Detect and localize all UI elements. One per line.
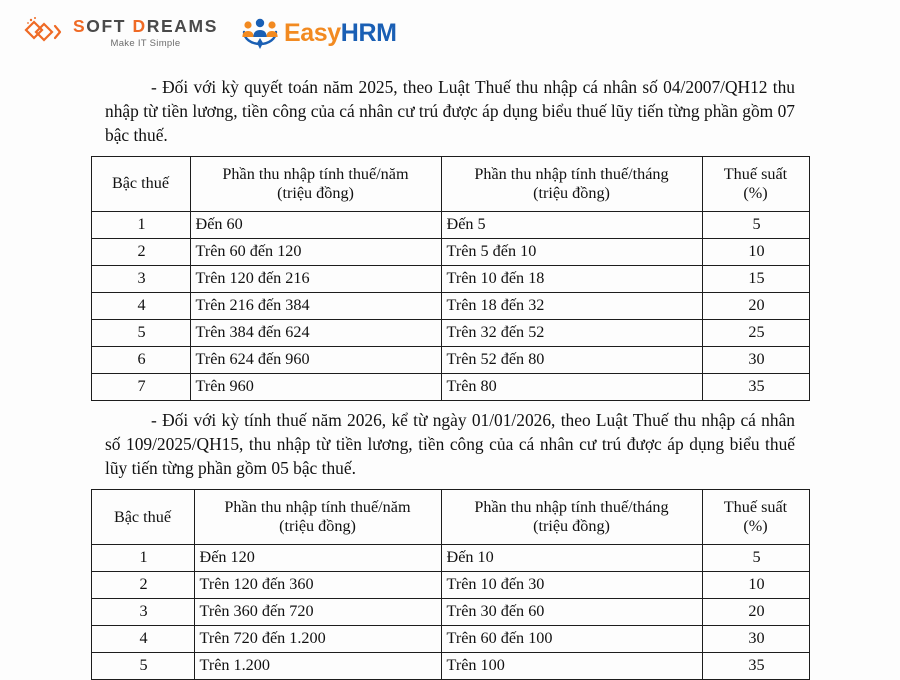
three-people-group-icon xyxy=(240,16,280,50)
softdreams-letter-d: D xyxy=(132,15,147,36)
page-header xyxy=(0,0,900,66)
cell-bac-thue: 5 xyxy=(91,320,190,347)
easyhrm-wordmark xyxy=(284,18,397,47)
cell-thu-nhap-thang: Đến 5 xyxy=(441,212,702,239)
table-row xyxy=(91,347,809,374)
cell-thu-nhap-thang: Trên 10 đến 18 xyxy=(441,266,702,293)
cell-bac-thue: 2 xyxy=(91,572,194,599)
table-2026-header xyxy=(91,490,809,545)
cell-thue-suat: 35 xyxy=(702,374,809,401)
cell-thue-suat: 15 xyxy=(702,266,809,293)
table-2025-body xyxy=(91,212,809,401)
interlocking-diamonds-icon xyxy=(22,16,66,50)
easyhrm-word-hrm: HRM xyxy=(340,18,397,47)
table-row xyxy=(91,626,809,653)
header-thue-suat-line2: (%) xyxy=(743,517,768,536)
header-thu-nhap-nam-line2: (triệu đồng) xyxy=(277,184,354,203)
header-thue-suat xyxy=(702,490,809,545)
paragraph-2025: - Đối với kỳ quyết toán năm 2025, theo Luật Thuế thu nhập cá nhân số 04/2007/QH12 thu nhập từ tiền lương, tiền công của cá nhân cư trú được áp dụng biểu thuế lũy tiến từng phần gồm 07 bậc thuế. xyxy=(105,77,795,146)
table-row xyxy=(91,374,809,401)
table-row xyxy=(91,320,809,347)
table-header-row xyxy=(91,157,809,212)
cell-bac-thue: 2 xyxy=(91,239,190,266)
cell-thu-nhap-nam: Trên 360 đến 720 xyxy=(194,599,441,626)
easyhrm-word-easy: Easy xyxy=(284,18,341,47)
cell-thu-nhap-nam: Trên 120 đến 360 xyxy=(194,572,441,599)
softdreams-wordmark xyxy=(73,15,218,36)
header-thu-nhap-thang-line1: Phần thu nhập tính thuế/tháng xyxy=(474,497,669,516)
cell-thu-nhap-thang: Trên 18 đến 32 xyxy=(441,293,702,320)
header-thu-nhap-nam xyxy=(190,157,441,212)
cell-bac-thue: 4 xyxy=(91,293,190,320)
cell-thu-nhap-nam: Trên 1.200 xyxy=(194,653,441,680)
table-row xyxy=(91,266,809,293)
cell-thu-nhap-thang: Trên 10 đến 30 xyxy=(441,572,702,599)
cell-thu-nhap-nam: Trên 60 đến 120 xyxy=(190,239,441,266)
table-row xyxy=(91,599,809,626)
cell-bac-thue: 1 xyxy=(91,212,190,239)
header-thue-suat-line2: (%) xyxy=(743,184,768,203)
cell-thu-nhap-nam: Đến 120 xyxy=(194,545,441,572)
cell-thu-nhap-thang: Trên 80 xyxy=(441,374,702,401)
cell-bac-thue: 4 xyxy=(91,626,194,653)
cell-bac-thue: 6 xyxy=(91,347,190,374)
header-thue-suat-line1: Thuế suất xyxy=(723,497,788,516)
softdreams-tagline: Make IT Simple xyxy=(110,38,181,49)
cell-bac-thue: 5 xyxy=(91,653,194,680)
cell-thue-suat: 25 xyxy=(702,320,809,347)
cell-thue-suat: 20 xyxy=(702,599,809,626)
header-thu-nhap-thang-line1: Phần thu nhập tính thuế/tháng xyxy=(474,164,669,183)
header-thue-suat-line1: Thuế suất xyxy=(723,164,788,183)
cell-thue-suat: 5 xyxy=(702,545,809,572)
table-row xyxy=(91,545,809,572)
cell-thu-nhap-thang: Trên 32 đến 52 xyxy=(441,320,702,347)
table-2026-body xyxy=(91,545,809,680)
cell-thu-nhap-nam: Trên 720 đến 1.200 xyxy=(194,626,441,653)
table-row xyxy=(91,653,809,680)
header-bac-thue: Bậc thuế xyxy=(91,490,194,545)
cell-thu-nhap-nam: Trên 384 đến 624 xyxy=(190,320,441,347)
header-thu-nhap-thang xyxy=(441,490,702,545)
header-thue-suat xyxy=(702,157,809,212)
cell-thu-nhap-nam: Trên 960 xyxy=(190,374,441,401)
cell-thu-nhap-nam: Trên 216 đến 384 xyxy=(190,293,441,320)
header-thu-nhap-thang-line2: (triệu đồng) xyxy=(533,184,610,203)
tax-bracket-table-2025 xyxy=(91,156,810,401)
cell-bac-thue: 3 xyxy=(91,266,190,293)
header-bac-thue: Bậc thuế xyxy=(91,157,190,212)
paragraph-2026: - Đối với kỳ tính thuế năm 2026, kể từ ngày 01/01/2026, theo Luật Thuế thu nhập cá nhân số 109/2025/QH15, thu nhập từ tiền lương, tiền công của cá nhân cư trú được áp dụng biểu thuế lũy tiến từng phần gồm 05 bậc thuế. xyxy=(105,410,795,479)
cell-thue-suat: 35 xyxy=(702,653,809,680)
softdreams-logo xyxy=(22,16,218,50)
table-row xyxy=(91,293,809,320)
cell-thu-nhap-thang: Trên 100 xyxy=(441,653,702,680)
softdreams-word-oft: OFT xyxy=(86,15,133,36)
cell-thue-suat: 5 xyxy=(702,212,809,239)
softdreams-letter-s: S xyxy=(73,15,87,36)
table-row xyxy=(91,572,809,599)
header-thu-nhap-thang-line2: (triệu đồng) xyxy=(533,517,610,536)
easyhrm-logo xyxy=(240,16,397,50)
table-row xyxy=(91,212,809,239)
header-thu-nhap-nam xyxy=(194,490,441,545)
cell-thue-suat: 30 xyxy=(702,347,809,374)
table-2025-header xyxy=(91,157,809,212)
cell-thue-suat: 10 xyxy=(702,572,809,599)
tax-bracket-table-2026 xyxy=(91,489,810,680)
cell-bac-thue: 3 xyxy=(91,599,194,626)
cell-thue-suat: 10 xyxy=(702,239,809,266)
cell-bac-thue: 7 xyxy=(91,374,190,401)
header-thu-nhap-nam-line1: Phần thu nhập tính thuế/năm xyxy=(222,164,409,183)
header-thu-nhap-thang xyxy=(441,157,702,212)
document-body xyxy=(0,66,900,680)
header-thu-nhap-nam-line1: Phần thu nhập tính thuế/năm xyxy=(224,497,411,516)
cell-thu-nhap-nam: Trên 624 đến 960 xyxy=(190,347,441,374)
cell-thue-suat: 30 xyxy=(702,626,809,653)
cell-thu-nhap-thang: Đến 10 xyxy=(441,545,702,572)
cell-thue-suat: 20 xyxy=(702,293,809,320)
cell-bac-thue: 1 xyxy=(91,545,194,572)
softdreams-word-reams: REAMS xyxy=(146,15,218,36)
table-header-row xyxy=(91,490,809,545)
cell-thu-nhap-nam: Trên 120 đến 216 xyxy=(190,266,441,293)
cell-thu-nhap-thang: Trên 30 đến 60 xyxy=(441,599,702,626)
cell-thu-nhap-thang: Trên 60 đến 100 xyxy=(441,626,702,653)
cell-thu-nhap-thang: Trên 5 đến 10 xyxy=(441,239,702,266)
cell-thu-nhap-thang: Trên 52 đến 80 xyxy=(441,347,702,374)
table-row xyxy=(91,239,809,266)
cell-thu-nhap-nam: Đến 60 xyxy=(190,212,441,239)
header-thu-nhap-nam-line2: (triệu đồng) xyxy=(279,517,356,536)
